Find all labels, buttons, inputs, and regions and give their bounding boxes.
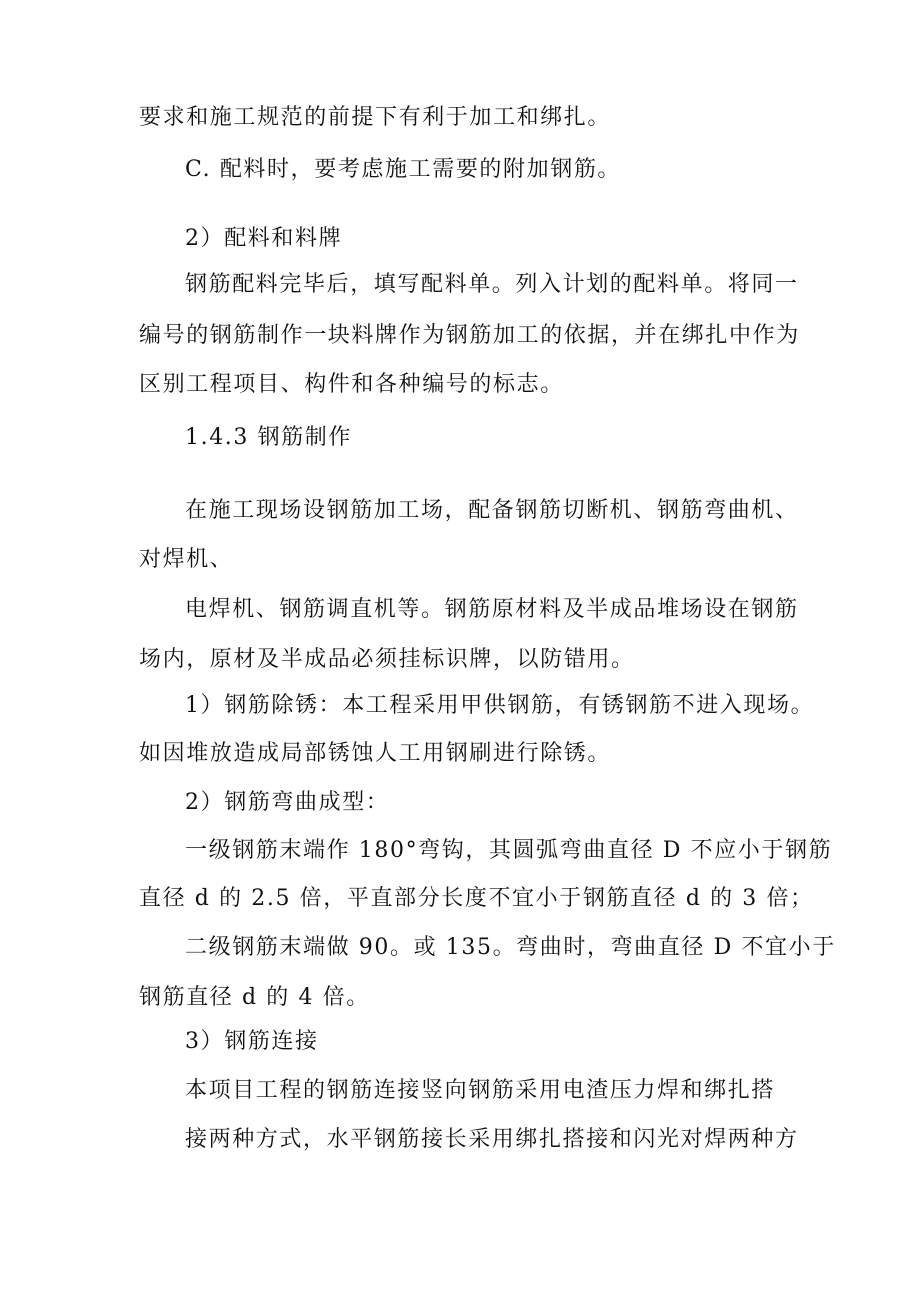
- section-heading: 3）钢筋连接: [185, 1029, 319, 1054]
- text-line: 电焊机、钢筋调直机等。钢筋原材料及半成品堆场设在钢筋: [185, 597, 799, 622]
- text-line: 如因堆放造成局部锈蚀人工用钢刷进行除锈。: [139, 741, 612, 766]
- text-line: 1）钢筋除锈：本工程采用甲供钢筋，有锈钢筋不进入现场。: [185, 693, 815, 718]
- text-line: 钢筋配料完毕后，填写配料单。列入计划的配料单。将同一: [185, 272, 799, 297]
- text-line: 对焊机、: [139, 547, 234, 572]
- text-line: 编号的钢筋制作一块料牌作为钢筋加工的依据，并在绑扎中作为: [139, 323, 800, 348]
- text-line: 本项目工程的钢筋连接竖向钢筋采用电渣压力焊和绑扎搭: [185, 1078, 776, 1103]
- text-line: 要求和施工规范的前提下有利于加工和绑扎。: [139, 105, 612, 130]
- text-line: 一级钢筋末端作 180°弯钩，其圆弧弯曲直径 D 不应小于钢筋: [185, 838, 833, 863]
- section-heading: 2）钢筋弯曲成型：: [185, 790, 390, 815]
- text-line: 钢筋直径 d 的 4 倍。: [139, 985, 370, 1010]
- text-line: 场内，原材及半成品必须挂标识牌，以防错用。: [139, 647, 635, 672]
- text-line: 在施工现场设钢筋加工场，配备钢筋切断机、钢筋弯曲机、: [185, 498, 799, 523]
- text-line: 接两种方式，水平钢筋接长采用绑扎搭接和闪光对焊两种方: [185, 1127, 799, 1152]
- section-heading: 1.4.3 钢筋制作: [185, 425, 352, 450]
- text-line: 二级钢筋末端做 90。或 135。弯曲时，弯曲直径 D 不宜小于: [185, 935, 836, 960]
- text-line: 直径 d 的 2.5 倍，平直部分长度不宜小于钢筋直径 d 的 3 倍；: [139, 886, 814, 911]
- text-line: C. 配料时，要考虑施工需要的附加钢筋。: [185, 157, 622, 182]
- text-line: 区别工程项目、构件和各种编号的标志。: [139, 372, 564, 397]
- section-heading: 2）配料和料牌: [185, 226, 343, 251]
